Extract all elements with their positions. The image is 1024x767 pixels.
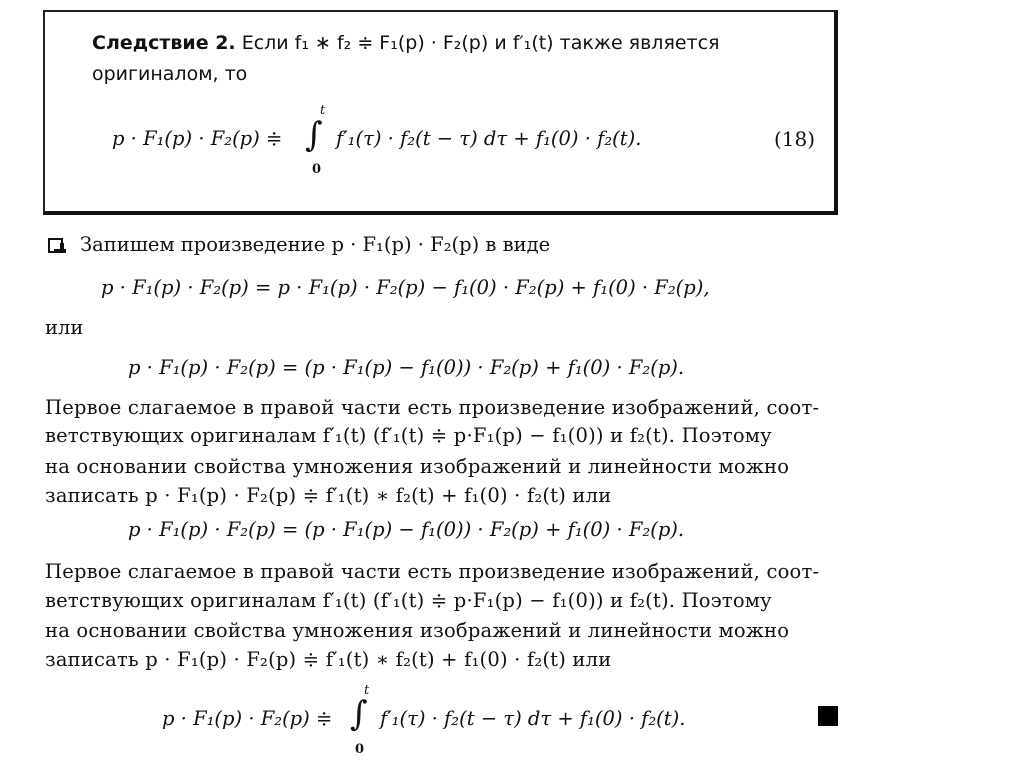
formula-18-right: f′₁(τ) · f₂(t − τ) dτ + f₁(0) · f₂(t). <box>336 127 642 150</box>
proof-start-icon <box>48 238 63 253</box>
formula-18-upper-limit: t <box>320 103 326 118</box>
integral-icon: ∫ <box>305 115 323 155</box>
final-formula-lower-limit: 0 <box>355 742 365 757</box>
corollary-condition: Если f₁ ∗ f₂ ≑ F₁(p) · F₂(p) и f′₁(t) также является <box>241 32 720 54</box>
equation-1: p · F₁(p) · F₂(p) = p · F₁(p) · F₂(p) − f₁(0) · F₂(p) + f₁(0) · F₂(p), <box>101 276 710 299</box>
or-word-1: или <box>45 316 84 339</box>
final-formula-right: f′₁(τ) · f₂(t − τ) dτ + f₁(0) · f₂(t). <box>380 707 686 730</box>
proof-intro: Запишем произведение p · F₁(p) · F₂(p) в виде <box>80 233 551 256</box>
formula-18-left: p · F₁(p) · F₂(p) ≑ <box>112 127 283 150</box>
formula-number: (18) <box>774 127 816 151</box>
corollary-title: Следствие 2. <box>92 32 236 54</box>
equation-3: p · F₁(p) · F₂(p) = (p · F₁(p) − f₁(0)) · F₂(p) + f₁(0) · F₂(p). <box>128 518 685 541</box>
formula-18-lower-limit: 0 <box>312 162 322 177</box>
final-formula-upper-limit: t <box>364 683 370 698</box>
final-formula-left: p · F₁(p) · F₂(p) ≑ <box>162 707 333 730</box>
paragraph-1-line-2: ветствующих оригиналам f′₁(t) (f′₁(t) ≑ p·F₁(p) − f₁(0)) и f₂(t). Поэтому <box>45 424 772 447</box>
paragraph-1-line-3: на основании свойства умножения изображений и линейности можно <box>45 455 790 478</box>
integral-icon: ∫ <box>350 694 368 734</box>
paragraph-1-line-4: записать p · F₁(p) · F₂(p) ≑ f′₁(t) ∗ f₂(t) + f₁(0) · f₂(t) или <box>45 484 612 507</box>
paragraph-1-line-1: Первое слагаемое в правой части есть произведение изображений, соот- <box>45 396 820 419</box>
end-of-proof-icon <box>818 706 838 726</box>
paragraph-2-line-2: ветствующих оригиналам f′₁(t) (f′₁(t) ≑ p·F₁(p) − f₁(0)) и f₂(t). Поэтому <box>45 589 772 612</box>
paragraph-2-line-3: на основании свойства умножения изображений и линейности можно <box>45 619 790 642</box>
paragraph-2-line-4: записать p · F₁(p) · F₂(p) ≑ f′₁(t) ∗ f₂(t) + f₁(0) · f₂(t) или <box>45 648 612 671</box>
corollary-line-1 <box>92 31 720 55</box>
corollary-line-2: оригиналом, то <box>92 63 248 85</box>
paragraph-2-line-1: Первое слагаемое в правой части есть произведение изображений, соот- <box>45 560 820 583</box>
equation-2: p · F₁(p) · F₂(p) = (p · F₁(p) − f₁(0)) · F₂(p) + f₁(0) · F₂(p). <box>128 356 685 379</box>
